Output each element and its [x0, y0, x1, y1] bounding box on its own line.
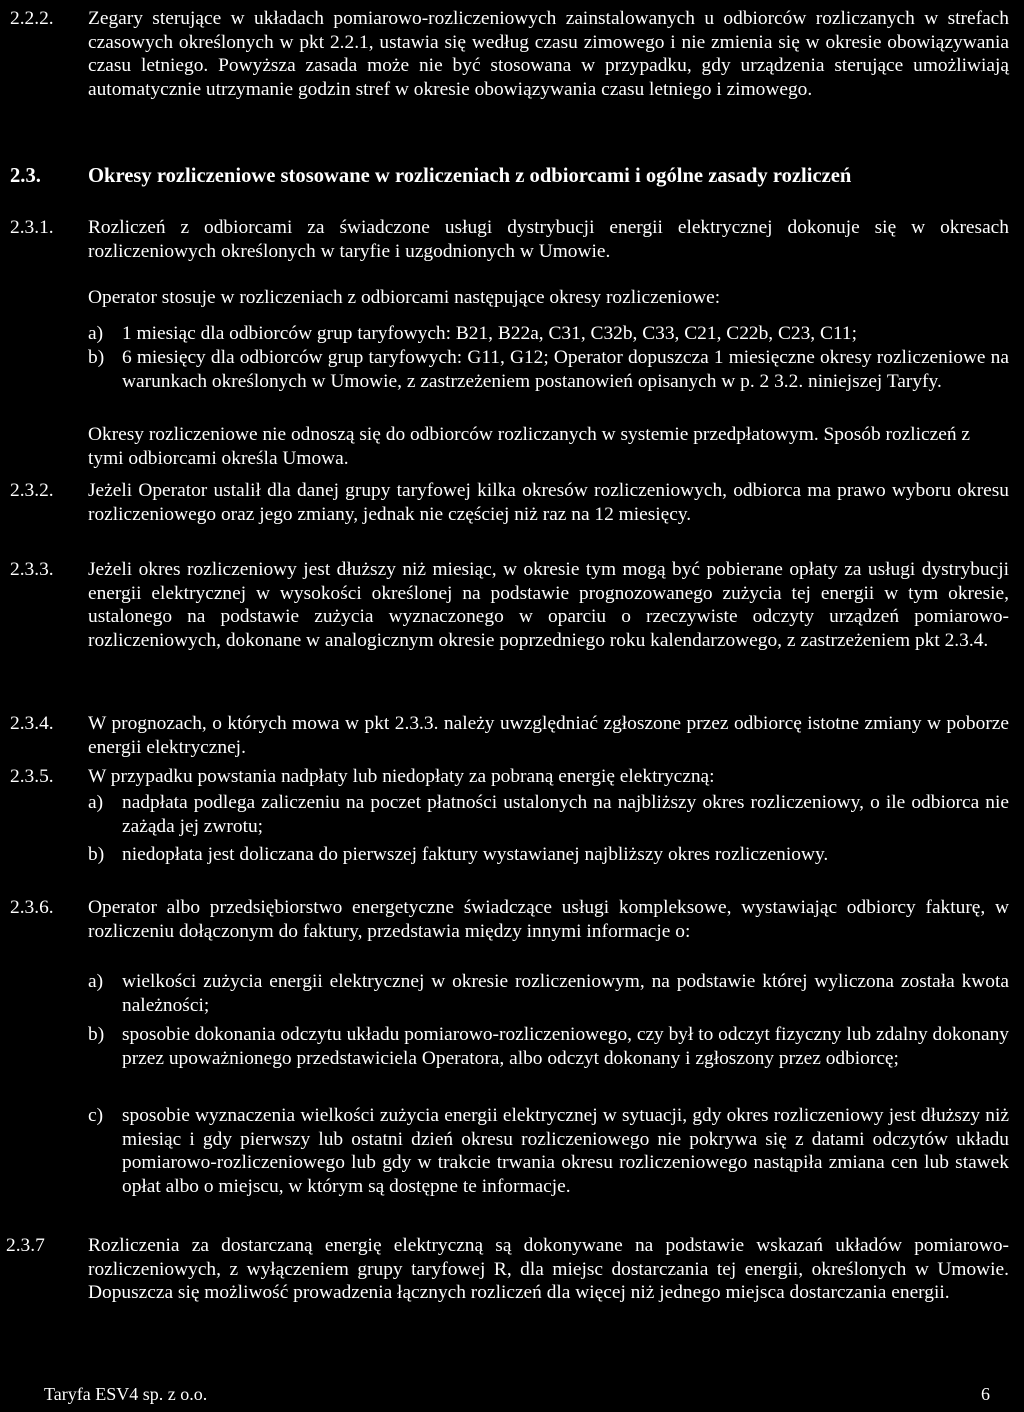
list-item-text: 6 miesięcy dla odbiorców grup taryfowych: G11, G12; Operator dopuszcza 1 miesięczne okresy rozliczeniowe na warunkach określonych w Umowie, z zastrzeżeniem postanowień opisanych w p. 2 3.2. niniejszej Taryfy.: [122, 347, 1009, 392]
section-number: 2.3.4.: [10, 713, 54, 734]
section-text: Operator albo przedsiębiorstwo energetyczne świadczące usługi kompleksowe, wystawiając odbiorcy fakturę, w rozliczeniu dołączonym do faktury, przedstawia między innymi informacje o:: [88, 897, 1009, 942]
list-item-text: nadpłata podlega zaliczeniu na poczet płatności ustalonych na najbliższy okres rozliczeniowy, o ile odbiorca nie zażąda jej zwrotu;: [122, 792, 1009, 837]
list-item-letter: a): [88, 323, 104, 344]
list-item-text: niedopłata jest doliczana do pierwszej faktury wystawianej najbliższy okres rozliczeniowy.: [122, 844, 829, 865]
section-text: Zegary sterujące w układach pomiarowo-rozliczeniowych zainstalowanych u odbiorców rozliczanych w strefach czasowych określonych w pkt 2.2.1, ustawia się według czasu zimowego i nie zmienia się w okresie obowiązywania czasu letniego. Powyższa zasada może nie być stosowana w przypadku, gdy urządzenia sterujące umożliwiają automatycznie utrzymanie godzin stref w okresie obowiązywania czasu letniego i zimowego.: [88, 8, 1009, 100]
list-item-letter: a): [88, 792, 104, 813]
section-text: Rozliczeń z odbiorcami za świadczone usługi dystrybucji energii elektrycznej dokonuje się w okresach rozliczeniowych określonych w taryfie i uzgodnionych w Umowie.: [88, 217, 1009, 262]
list-item-letter: a): [88, 971, 104, 992]
list-item-letter: b): [88, 1024, 105, 1045]
list-item-text: sposobie wyznaczenia wielkości zużycia energii elektrycznej w sytuacji, gdy okres rozliczeniowy jest dłuższy niż miesiąc i gdy pierwszy lub ostatni dzień okresu rozliczeniowego nie pokrywa się z datami odczytów układu pomiarowo-rozliczeniowego lub gdy w trakcie trwania okresu rozliczeniowego nastąpiła zmiana cen lub stawek opłat albo o miejscu, w którym są dostępne te informacje.: [122, 1105, 1009, 1197]
section-number: 2.3.7: [6, 1235, 45, 1256]
section-number: 2.3.1.: [10, 217, 54, 238]
list-item-text: sposobie dokonania odczytu układu pomiarowo-rozliczeniowego, czy był to odczyt fizyczny lub zdalny dokonany przez upoważnionego przedstawiciela Operatora, albo odczyt dokonany i zgłoszony przez odbiorcę;: [122, 1024, 1009, 1069]
footer-title: Taryfa ESV4 sp. z o.o.: [44, 1384, 208, 1404]
section-text: Jeżeli Operator ustalił dla danej grupy taryfowej kilka okresów rozliczeniowych, odbiorca ma prawo wyboru okresu rozliczeniowego oraz jego zmiany, jednak nie częściej niż raz na 12 miesięcy.: [88, 480, 1009, 525]
list-item-letter: c): [88, 1105, 104, 1126]
list-item-letter: b): [88, 844, 105, 865]
section-title: Okresy rozliczeniowe stosowane w rozliczeniach z odbiorcami i ogólne zasady rozliczeń: [88, 165, 852, 187]
section-number: 2.3.5.: [10, 766, 54, 787]
list-item-text: wielkości zużycia energii elektrycznej w okresie rozliczeniowym, na podstawie której wyliczona została kwota należności;: [122, 971, 1009, 1016]
section-number: 2.3.3.: [10, 559, 54, 580]
section-number: 2.2.2.: [10, 8, 54, 29]
list-item-letter: b): [88, 347, 105, 368]
section-note: Okresy rozliczeniowe nie odnoszą się do odbiorców rozliczanych w systemie przedpłatowym. Sposób rozliczeń z tymi odbiorcami określa Umowa.: [88, 424, 970, 469]
section-intro: W przypadku powstania nadpłaty lub niedopłaty za pobraną energię elektryczną:: [88, 766, 715, 787]
section-text: W prognozach, o których mowa w pkt 2.3.3. należy uwzględniać zgłoszone przez odbiorcę istotne zmiany w poborze energii elektrycznej.: [88, 713, 1009, 758]
section-intro: Operator stosuje w rozliczeniach z odbiorcami następujące okresy rozliczeniowe:: [88, 287, 721, 308]
section-text: Jeżeli okres rozliczeniowy jest dłuższy niż miesiąc, w okresie tym mogą być pobierane opłaty za usługi dystrybucji energii elektrycznej w wysokości określonej na podstawie prognozowanego zużycia tej energii w tym okresie, ustalonego na podstawie zużycia wyznaczonego w oparciu o rzeczywiste odczyty urządzeń pomiarowo-rozliczeniowych, dokonane w analogicznym okresie poprzedniego roku kalendarzowego, z zastrzeżeniem pkt 2.3.4.: [88, 559, 1009, 651]
section-number: 2.3.: [10, 165, 41, 187]
section-number: 2.3.2.: [10, 480, 54, 501]
section-number: 2.3.6.: [10, 897, 54, 918]
page-number: 6: [981, 1384, 990, 1404]
section-text: Rozliczenia za dostarczaną energię elektryczną są dokonywane na podstawie wskazań układów pomiarowo-rozliczeniowych, z wyłączeniem grupy taryfowej R, dla miejsc dostarczania tej energii, określonych w Umowie. Dopuszcza się możliwość prowadzenia łącznych rozliczeń dla więcej niż jednego miejsca dostarczania energii.: [88, 1235, 1009, 1304]
list-item-text: 1 miesiąc dla odbiorców grup taryfowych: B21, B22a, C31, C32b, C33, C21, C22b, C23, C11;: [122, 323, 857, 344]
